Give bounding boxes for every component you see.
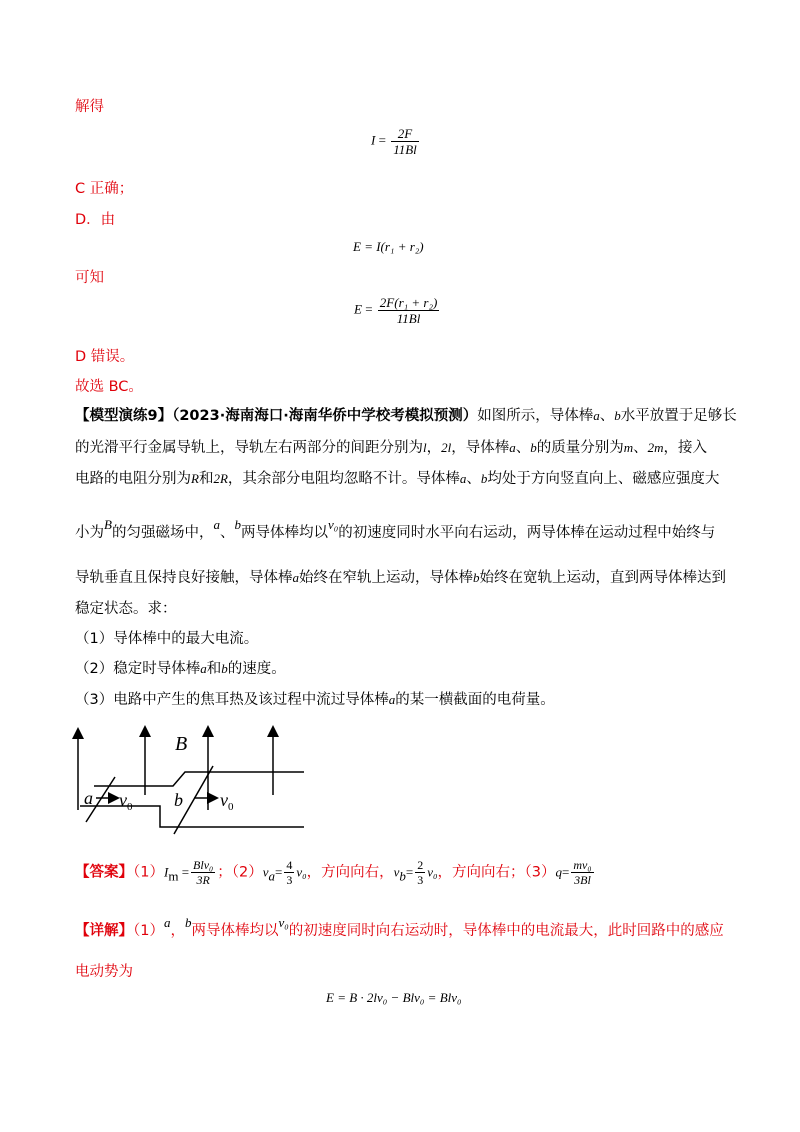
- equation-emf: E = I(r₁ + r₂): [353, 239, 424, 254]
- problem-line-2: 的光滑平行金属导轨上，导轨左右两部分的间距分别为l，2l，导体棒a、b的质量分别为m、2m，接入: [75, 440, 708, 456]
- question-1: （1）导体棒中的最大电流。: [75, 631, 259, 647]
- label-rod-a: a: [84, 788, 93, 808]
- problem-line-3: 电路的电阻分别为R和2R，其余部分电阻均忽略不计。导体棒a、b均处于方向竖直向上、磁感应强度大: [75, 471, 720, 487]
- text-kezhi: 可知: [75, 270, 104, 286]
- question-2: （2）稳定时导体棒a和b的速度。: [75, 661, 286, 677]
- problem-line-6: 稳定状态。求：: [75, 601, 177, 617]
- rail-diagram: [70, 720, 320, 845]
- detail-line-2: 电动势为: [75, 964, 133, 980]
- text-d-wrong: D 错误。: [75, 349, 135, 365]
- text-c-correct: C 正确；: [75, 181, 134, 197]
- lower-rail: [80, 806, 304, 827]
- text-d-you: D．由: [75, 212, 116, 228]
- detail-line-1: 【详解】（1）a，b两导体棒均以v₀的初速度同时向右运动时，导体棒中的电流最大，此时回路中的感应: [75, 915, 724, 939]
- label-v0-left: $v_0$: [119, 790, 133, 813]
- problem-line-4: 小为B的匀强磁场中，a、b两导体棒均以v₀的初速度同时水平向右运动，两导体棒在运动过程中始终与: [75, 517, 716, 541]
- equation-emf-result: E = $\frac{\text{2F(r₁ + r₂)}}{11Bl}$: [354, 295, 438, 326]
- label-field-B: B: [175, 733, 188, 755]
- question-3: （3）电路中产生的焦耳热及该过程中流过导体棒a的某一横截面的电荷量。: [75, 692, 555, 708]
- text-jiede: 解得: [75, 99, 104, 115]
- text-choose: 故选 BC。: [75, 379, 143, 395]
- label-rod-b: b: [174, 790, 183, 810]
- problem-line-1: 【模型演练9】（2023·海南海口·海南华侨中学校考模拟预测）如图所示，导体棒a、b水平放置于足够长: [75, 408, 737, 424]
- label-v0-right: $v_0$: [220, 790, 234, 813]
- equation-current: I = $\frac{2F}{11Bl}$: [371, 126, 417, 157]
- answer-line: 【答案】$(1)I_m$ = $\frac{\text{Blv₀}}{3R}$ ；$(2)v_a=$ $\frac{4}{3}$ v₀，方向向右，$v_b=$ $\frac{2}{3}$ v₀，方向向右；（3）q= $\frac{\text{mv₀}}{3Bl}$: [75, 858, 592, 887]
- problem-line-5: 导轨垂直且保持良好接触，导体棒a始终在窄轨上运动，导体棒b始终在宽轨上运动，直到两导体棒达到: [75, 570, 726, 586]
- equation-induced-emf: E = B · 2lv₀ − Blv₀ = Blv₀: [326, 990, 462, 1005]
